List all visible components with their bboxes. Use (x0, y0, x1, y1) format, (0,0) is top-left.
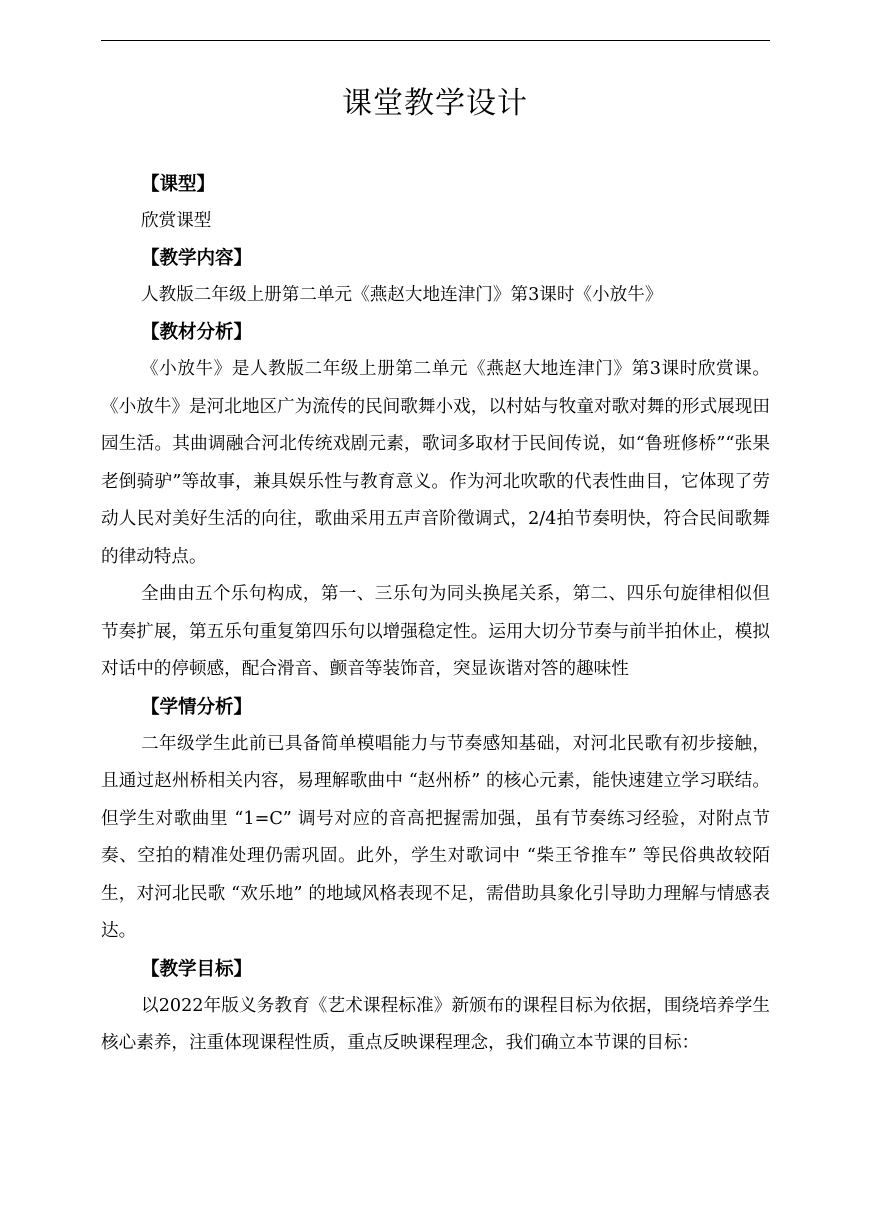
paragraph: 《小放牛》是人教版二年级上册第二单元《燕赵大地连津门》第3课时欣赏课。《小放牛》是河北地区广为流传的民间歌舞小戏，以村姑与牧童对歌对舞的形式展现田园生活。其曲调融合河北传统戏剧元素，歌词多取材于民间传说，如“鲁班修桥”“张果老倒骑驴”等故事，兼具娱乐性与教育意义。作为河北吹歌的代表性曲目，它体现了劳动人民对美好生活的向往，歌曲采用五声音阶徵调式，2/4拍节奏明快，符合民间歌舞的律动特点。 (101, 359, 770, 567)
section-material-analysis (101, 314, 770, 689)
section-heading: 【教材分析】 (141, 322, 253, 343)
section-heading: 【教学内容】 (141, 248, 253, 269)
paragraph: 以2022年版义务教育《艺术课程标准》新颁布的课程目标为依据，围绕培养学生核心素养，注重体现课程性质，重点反映课程理念，我们确立本节课的目标： (101, 995, 770, 1053)
page-title: 课堂教学设计 (342, 86, 528, 121)
section-teaching-goals (101, 951, 770, 1063)
document-body (101, 166, 770, 1063)
header-rule (101, 40, 770, 41)
section-heading: 【学情分析】 (141, 696, 253, 718)
section-line: 欣赏课型 (141, 211, 212, 231)
paragraph: 二年级学生此前已具备简单模唱能力与节奏感知基础，对河北民歌有初步接触，且通过赵州桥相关内容，易理解歌曲中 “赵州桥” 的核心元素，能快速建立学习联结。但学生对歌曲里 “1=C” 调号对应的音高把握需加强，虽有节奏练习经验，对附点节奏、空拍的精准处理仍需巩固。此外，学生对歌词中 “柴王爷推车” 等民俗典故较陌生，对河北民歌 “欢乐地” 的地域风格表现不足，需借助具象化引导助力理解与情感表达。 (101, 733, 770, 941)
section-teaching-content (101, 240, 770, 314)
section-line: 人教版二年级上册第二单元《燕赵大地连津门》第3课时《小放牛》 (141, 285, 663, 305)
section-learner-analysis (101, 689, 770, 951)
section-lesson-type (101, 166, 770, 240)
section-heading: 【教学目标】 (141, 958, 253, 980)
section-heading: 【课型】 (141, 174, 216, 195)
paragraph: 全曲由五个乐句构成，第一、三乐句为同头换尾关系，第二、四乐句旋律相似但节奏扩展，第五乐句重复第四乐句以增强稳定性。运用大切分节奏与前半拍休止，模拟对话中的停顿感，配合滑音、颤音等装饰音，突显诙谐对答的趣味性 (101, 584, 770, 679)
